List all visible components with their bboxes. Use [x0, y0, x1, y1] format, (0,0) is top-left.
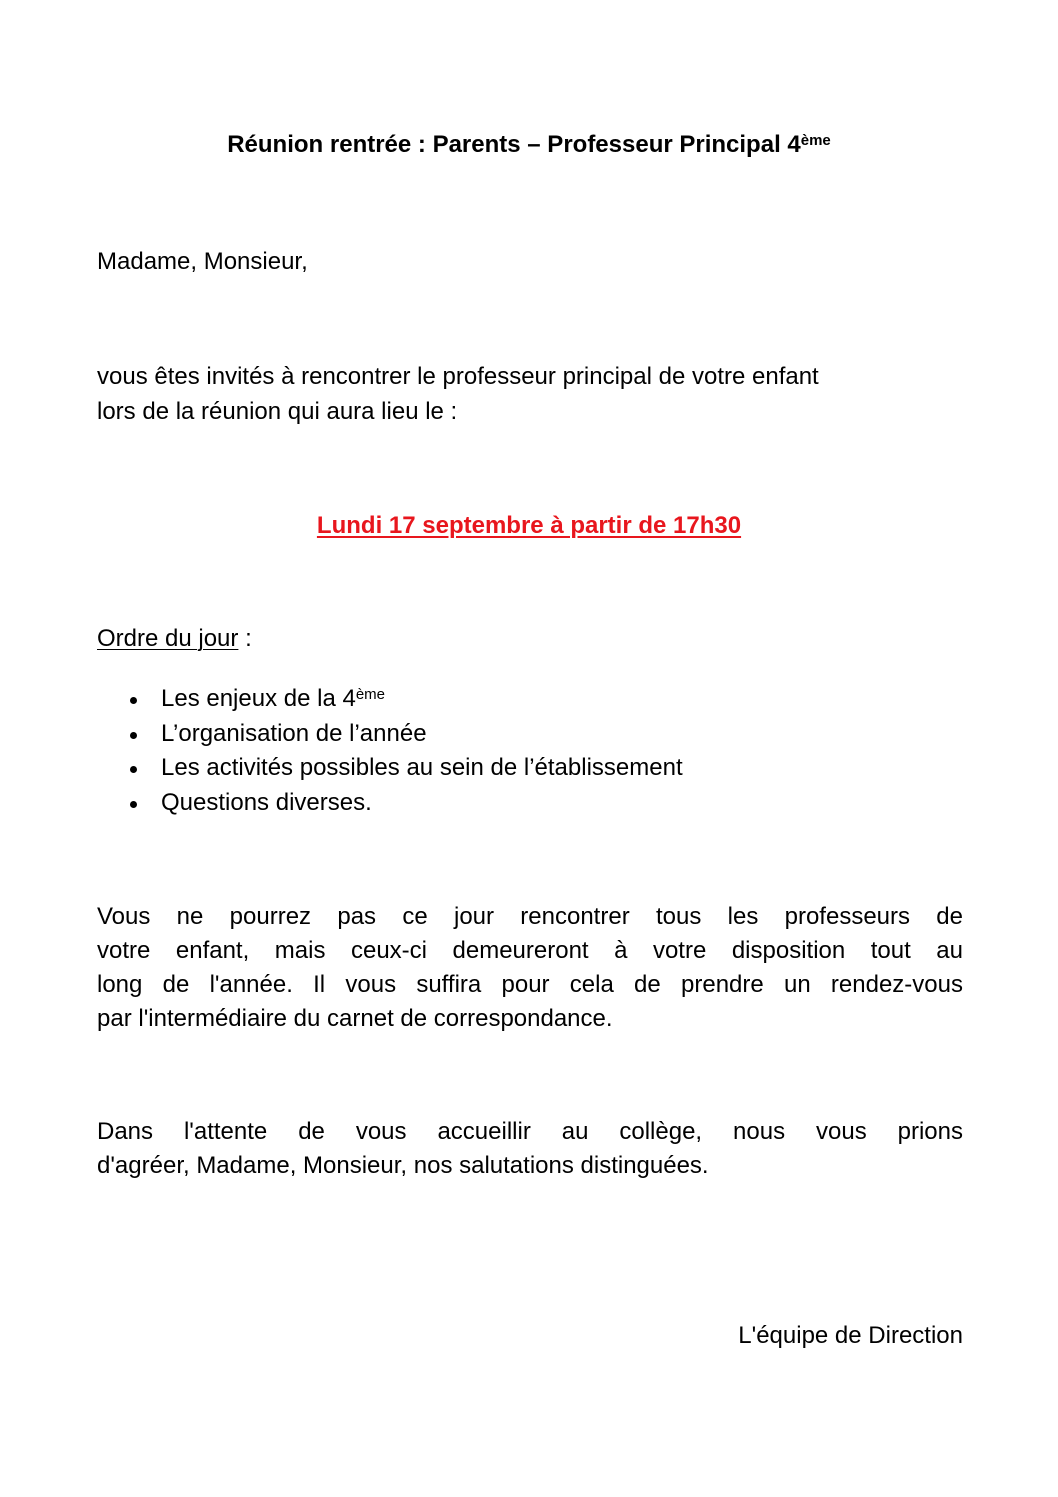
agenda-colon: : [238, 625, 252, 652]
bullet-icon [130, 766, 137, 773]
bullet-icon [130, 732, 137, 739]
list-item [97, 682, 683, 717]
signature: L'équipe de Direction [738, 1322, 963, 1349]
agenda-list [97, 682, 683, 820]
agenda-item-text: L’organisation de l’année [161, 719, 427, 747]
paragraph-teachers [97, 900, 963, 1036]
paragraph-line: long de l'année. Il vous suffira pour cela de prendre un rendez-vous [97, 971, 963, 998]
agenda-item-text: Les enjeux de la 4 [161, 685, 356, 712]
meeting-date: Lundi 17 septembre à partir de 17h30 [316, 512, 742, 539]
bullet-icon [130, 801, 137, 808]
agenda-item-text: Les activités possibles au sein de l’établissement [161, 754, 683, 781]
bullet-icon [130, 697, 137, 704]
intro-line-2: lors de la réunion qui aura lieu le : [97, 398, 458, 425]
list-item [97, 751, 683, 786]
paragraph-closing [97, 1115, 963, 1183]
paragraph-line: par l'intermédiaire du carnet de correspondance. [97, 1005, 613, 1032]
intro-line-1: vous êtes invités à rencontrer le professeur principal de votre enfant [97, 363, 819, 390]
paragraph-line: votre enfant, mais ceux-ci demeureront à votre disposition tout au [97, 937, 963, 964]
paragraph-line: d'agréer, Madame, Monsieur, nos salutations distinguées. [97, 1152, 709, 1179]
agenda-item-superscript: ème [355, 686, 385, 703]
paragraph-line: Dans l'attente de vous accueillir au collège, nous vous prions [97, 1118, 963, 1145]
page-title [0, 128, 1058, 162]
agenda-item-text: Questions diverses. [161, 788, 372, 816]
title-superscript: ème [800, 132, 831, 149]
agenda-label: Ordre du jour [97, 625, 239, 652]
title-text: Réunion rentrée : Parents – Professeur Principal 4 [227, 131, 801, 158]
list-item [97, 786, 683, 821]
list-item [97, 717, 683, 752]
agenda-heading [97, 622, 252, 656]
salutation: Madame, Monsieur, [97, 248, 308, 275]
paragraph-line: Vous ne pourrez pas ce jour rencontrer tous les professeurs de [97, 903, 963, 930]
